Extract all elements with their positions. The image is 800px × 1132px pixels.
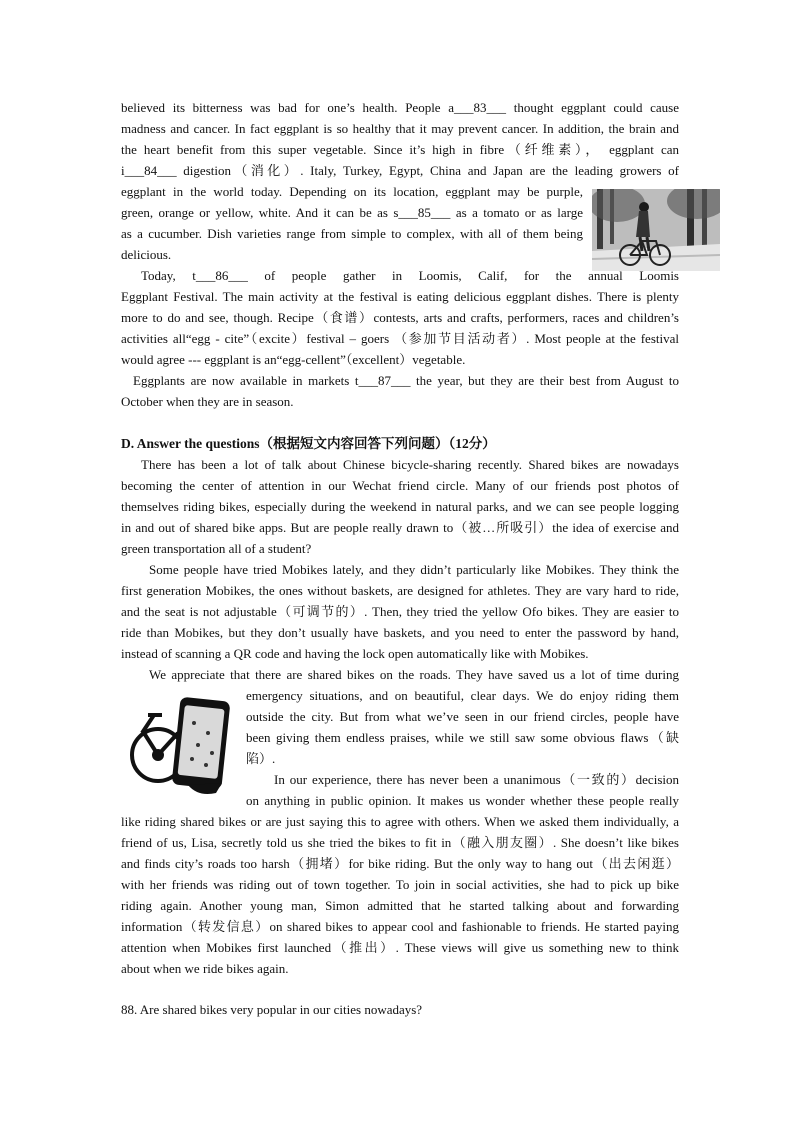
- paragraph-line: with her friends was riding out of town together. To join in social activities, she had to pick up bike: [121, 877, 679, 892]
- question-88: 88. Are shared bikes very popular in our cities nowadays?: [121, 1002, 423, 1017]
- paragraph-line: on anything in public opinion. It makes us wonder whether these people really: [246, 793, 679, 808]
- paragraph-line: believed its bitterness was bad for one’s health. People a___83___ thought eggplant could cause: [121, 100, 679, 115]
- paragraph-line: friend of us, Lisa, secretly told us she tried the bikes to fit in（融入朋友圈）. She doesn’t like bikes: [121, 835, 679, 850]
- paragraph-line: Some people have tried Mobikes lately, and they didn’t particularly like Mobikes. They think the: [149, 562, 679, 577]
- paragraph-line: about when we ride bikes again.: [121, 961, 289, 976]
- bike-phone-illustration: [128, 693, 240, 798]
- paragraph-line: outside the city. But from what we’ve seen in our friend circles, people have: [246, 709, 679, 724]
- paragraph-line: more to do and see, though. Recipe（食谱）contests, arts and crafts, performers, races and children’s: [121, 310, 679, 325]
- paragraph-line: ride than Mobikes, but they don’t usually have baskets, and you need to enter the password by hand,: [121, 625, 679, 640]
- paragraph-line: would agree --- eggplant is an“egg-cellent”（excellent）vegetable.: [121, 352, 466, 367]
- paragraph-line: October when they are in season.: [121, 394, 294, 409]
- paragraph-line: attention when Mobikes first launched（推出）. These views will give us something new to think: [121, 940, 679, 955]
- paragraph-line: like riding shared bikes or are just saying this to agree with others. When we asked them individually, a: [121, 814, 679, 829]
- paragraph-line: becoming the center of attention in our Wechat friend circle. Many of our friends post photos of: [121, 478, 679, 493]
- paragraph-line: the heart benefit from this super vegetable. Since it’s high in fibre（纤维素）， eggplant can: [121, 142, 679, 157]
- section-heading: D. Answer the questions（根据短文内容回答下列问题）（12分）: [121, 436, 496, 451]
- paragraph-line: activities all“egg - cite”（excite）festival – goers （参加节目活动者）. Most people at the festival: [121, 331, 679, 346]
- paragraph-line: instead of scanning a QR code and having the lock open automatically like with Mobikes.: [121, 646, 589, 661]
- paragraph-line: emergency situations, and on beautiful, clear days. We do enjoy riding them: [246, 688, 679, 703]
- paragraph-line: Today, t___86___ of people gather in Loomis, Calif, for the annual Loomis: [141, 268, 679, 283]
- paragraph-line: In our experience, there has never been a unanimous（一致的）decision: [274, 772, 679, 787]
- paragraph-line: Eggplant Festival. The main activity at the festival is eating delicious eggplant dishes. There is plenty: [121, 289, 679, 304]
- paragraph-line: been giving them endless praises, while we still saw some obvious flaws（缺: [246, 730, 679, 745]
- paragraph-line: themselves riding bikes, especially during the weekend in natural parks, and we can see people logging: [121, 499, 679, 514]
- paragraph-line: green transportation all of a student?: [121, 541, 312, 556]
- paragraph-line: and finds city’s roads too harsh（拥堵）for bike riding. But the only way to hang out（出去闲逛）: [121, 856, 679, 871]
- paragraph-line: Eggplants are now available in markets t___87___ the year, but they are their best from August to: [133, 373, 679, 388]
- paragraph-line: delicious.: [121, 247, 172, 262]
- paragraph-line: 陷）.: [246, 751, 276, 766]
- paragraph-line: and the seat is not adjustable（可调节的）. Then, they tried the yellow Ofo bikes. They are easier to: [121, 604, 679, 619]
- paragraph-line: information（转发信息）on shared bikes to appear cool and fashionable to friends. He started paying: [121, 919, 679, 934]
- paragraph-line: first generation Mobikes, the ones without baskets, are designed for athletes. They are vary hard to ride,: [121, 583, 679, 598]
- paragraph-line: There has been a lot of talk about Chinese bicycle-sharing recently. Shared bikes are nowadays: [141, 457, 679, 472]
- paragraph-line: eggplant in the world today. Depending on its location, eggplant may be purple,: [121, 184, 583, 199]
- bicycle-photo: [592, 189, 720, 271]
- paragraph-line: as a cucumber. Dish varieties range from simple to complex, with all of them being: [121, 226, 583, 241]
- paragraph-line: We appreciate that there are shared bikes on the roads. They have saved us a lot of time during: [149, 667, 679, 682]
- paragraph-line: in and out of shared bike apps. But are people really drawn to（被…所吸引）the idea of exercise and: [121, 520, 679, 535]
- paragraph-line: green, orange or yellow, white. And it can be as s___85___ as a tomato or as large: [121, 205, 583, 220]
- paragraph-line: madness and cancer. In fact eggplant is so healthy that it may prevent cancer. In addition, the brain and: [121, 121, 679, 136]
- paragraph-line: riding again. Another young man, Simon admitted that he started talking about and forwarding: [121, 898, 679, 913]
- paragraph-line: i___84___ digestion（消化）. Italy, Turkey, Egypt, China and Japan are the leading growers of: [121, 163, 679, 178]
